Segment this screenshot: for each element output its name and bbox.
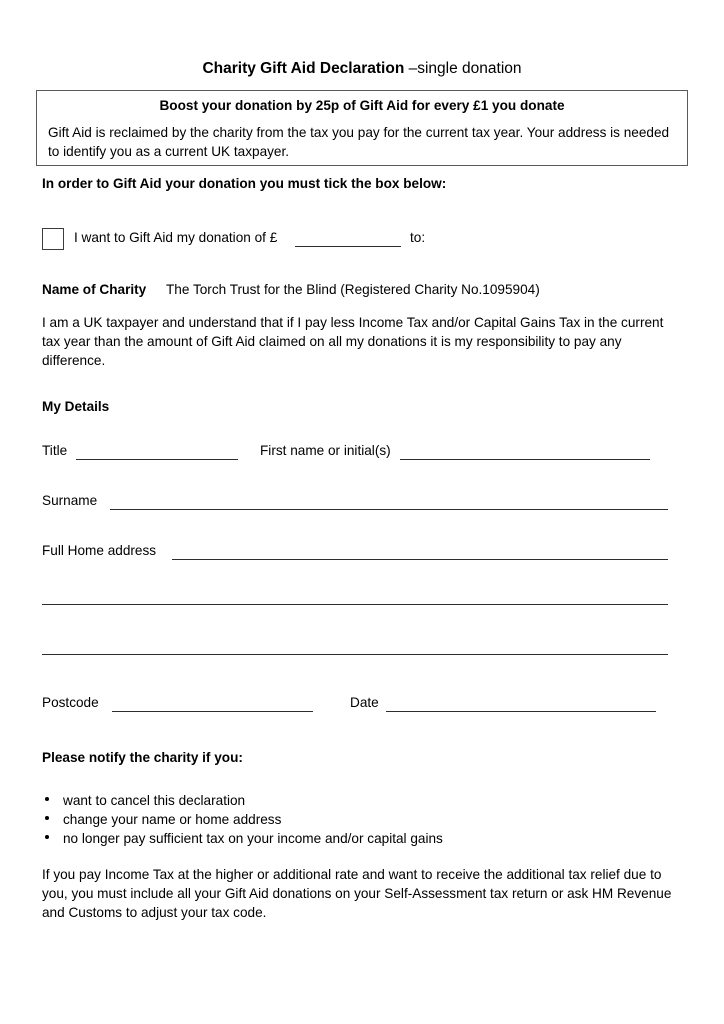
my-details-heading: My Details xyxy=(42,399,110,414)
surname-field-rule xyxy=(110,509,668,510)
title-field-label: Title xyxy=(42,443,68,458)
bullet-point-icon xyxy=(45,835,49,839)
notify-heading: Please notify the charity if you: xyxy=(42,750,243,765)
date-field-rule xyxy=(386,711,656,712)
tick-option-label-before: I want to Gift Aid my donation of £ xyxy=(74,230,278,245)
list-item: want to cancel this declaration xyxy=(63,793,246,808)
page-title-bold: Charity Gift Aid Declaration xyxy=(202,60,405,77)
charity-label: Name of Charity xyxy=(42,282,147,297)
title-field-rule xyxy=(76,459,238,460)
postcode-field-rule xyxy=(112,711,313,712)
page-title xyxy=(0,59,724,79)
boost-heading: Boost your donation by 25p of Gift Aid for every £1 you donate xyxy=(159,98,565,113)
boost-callout-box xyxy=(36,90,688,166)
gift-aid-checkbox[interactable] xyxy=(42,228,64,250)
address-line-2-rule xyxy=(42,604,668,605)
list-item: change your name or home address xyxy=(63,812,282,827)
address-line-3-rule xyxy=(42,654,668,655)
donation-amount-rule xyxy=(295,246,401,247)
tick-instruction: In order to Gift Aid your donation you must tick the box below: xyxy=(42,176,447,191)
postcode-field-label: Postcode xyxy=(42,695,99,710)
home-address-field-label: Full Home address xyxy=(42,543,157,558)
first-name-field-rule xyxy=(400,459,650,460)
first-name-field-label: First name or initial(s) xyxy=(260,443,391,458)
list-item: no longer pay sufficient tax on your income and/or capital gains xyxy=(63,831,443,846)
higher-rate-paragraph: If you pay Income Tax at the higher or additional rate and want to receive the additional tax relief due to you, you must include all your Gift Aid donations on your Self-Assessment tax return or ask HM Revenue and Customs to adjust your tax code. xyxy=(42,867,672,920)
boost-body-text: Gift Aid is reclaimed by the charity from the tax you pay for the current tax year. Your address is needed to identify you as a current UK taxpayer. xyxy=(48,125,670,159)
surname-field-label: Surname xyxy=(42,493,98,508)
date-field-label: Date xyxy=(350,695,379,710)
bullet-point-icon xyxy=(45,797,49,801)
bullet-point-icon xyxy=(45,816,49,820)
home-address-field-rule xyxy=(172,559,668,560)
page-title-regular: –single donation xyxy=(404,60,522,77)
tick-option-label-after: to: xyxy=(410,230,426,245)
taxpayer-declaration: I am a UK taxpayer and understand that if I pay less Income Tax and/or Capital Gains Tax in the current tax year than the amount of Gift Aid claimed on all my donations it is my responsibility to pay any difference. xyxy=(42,315,664,368)
charity-name: The Torch Trust for the Blind (Registered Charity No.1095904) xyxy=(166,282,540,297)
